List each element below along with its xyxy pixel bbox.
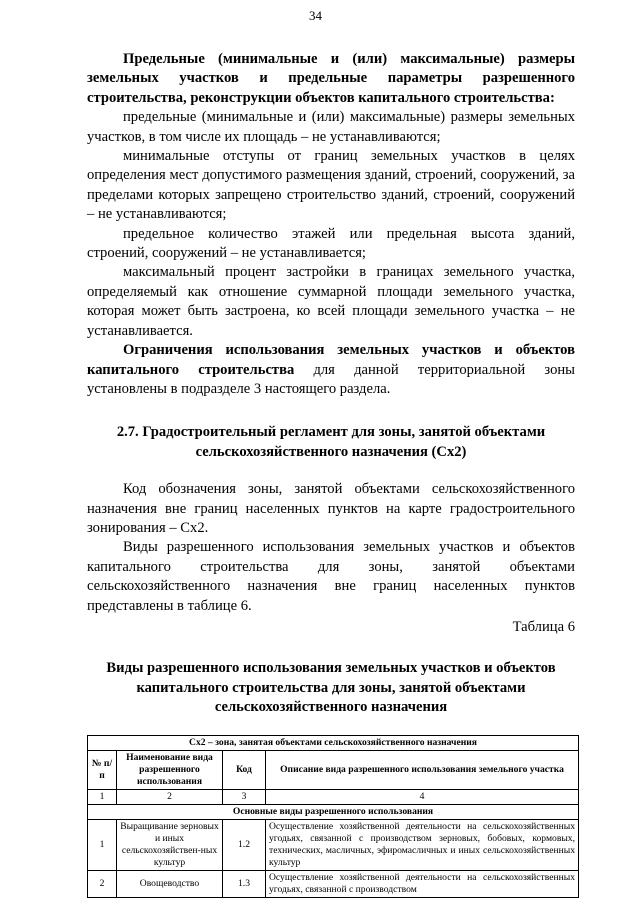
page-number: 34 <box>309 8 322 23</box>
permitted-uses-paragraph: Виды разрешенного использования земельных участков и объектов капитального строительства для зоны, занятой объектами сельскохозяйственного назначения вне границ населенных пунктов представлены в таблице 6. <box>87 539 575 614</box>
limit-item: минимальные отступы от границ земельных участков в целях определения мест допустимого размещения зданий, строений, сооружений, за пределами которых запрещено строительство зданий, строений, сооружений – не устанавливаются; <box>87 148 575 223</box>
use-code: 1.3 <box>223 870 266 897</box>
use-description: Осуществление хозяйственной деятельности на сельскохозяйственных угодьях, связанной с производством зерновых, бобовых, кормовых, технических, масличных, эфиромасличных и иных сельскохозяйственных культур <box>266 819 579 870</box>
column-header: Наименование вида разрешенного использования <box>117 750 223 789</box>
zone-code-paragraph: Код обозначения зоны, занятой объектами сельскохозяйственного назначения вне границ населенных пунктов на карте градостроительного зонирования – Сх2. <box>87 481 575 536</box>
restrictions-rest-text: для данной территориальной зоны установлены в подразделе 3 настоящего раздела. <box>87 361 575 397</box>
limit-item: максимальный процент застройки в границах земельного участка, определяемый как отношение суммарной площади земельного участка, которая может быть застроена, ко всей площади земельного участка – не устанавливается. <box>87 264 575 339</box>
use-code: 1.2 <box>223 819 266 870</box>
column-header: № п/п <box>88 750 117 789</box>
section-title: 2.7. Градостроительный регламент для зоны, занятой объектами сельскохозяйственного назначения (Сх2) <box>116 424 546 460</box>
zone-header-cell: Сх2 – зона, занятая объектами сельскохозяйственного назначения <box>88 735 579 750</box>
column-number: 4 <box>266 789 579 804</box>
row-number: 2 <box>88 870 117 897</box>
use-description: Осуществление хозяйственной деятельности на сельскохозяйственных угодьях, связанной с производством <box>266 870 579 897</box>
row-number: 1 <box>88 819 117 870</box>
column-number: 3 <box>223 789 266 804</box>
permitted-uses-table <box>87 735 579 898</box>
use-name: Овощеводство <box>117 870 223 897</box>
column-header: Код <box>223 750 266 789</box>
restrictions-bold-text: Ограничения использования земельных участков и объектов капитального строительства <box>87 342 575 378</box>
table-row <box>88 819 579 870</box>
column-number: 1 <box>88 789 117 804</box>
restrictions-paragraph <box>87 341 575 399</box>
document-body <box>87 50 575 898</box>
column-number: 2 <box>117 789 223 804</box>
group-header-cell: Основные виды разрешенного использования <box>88 804 579 819</box>
limit-item: предельные (минимальные и (или) максимальные) размеры земельных участков, в том числе их площадь – не устанавливаются; <box>87 109 575 145</box>
column-header: Описание вида разрешенного использования земельного участка <box>266 750 579 789</box>
table-row <box>88 870 579 897</box>
limits-heading: Предельные (минимальные и (или) максимальные) размеры земельных участков и предельные параметры разрешенного строительства, реконструкции объектов капитального строительства: <box>87 51 575 106</box>
table-caption: Таблица 6 <box>512 618 575 635</box>
limit-item: предельное количество этажей или предельная высота зданий, строений, сооружений – не устанавливается; <box>87 225 575 262</box>
table-title: Виды разрешенного использования земельных участков и объектов капитального строительства для зоны, занятой объектами сельскохозяйственного назначения <box>106 660 556 716</box>
use-name: Выращивание зерновых и иных сельскохозяйствен-ных культур <box>117 819 223 870</box>
